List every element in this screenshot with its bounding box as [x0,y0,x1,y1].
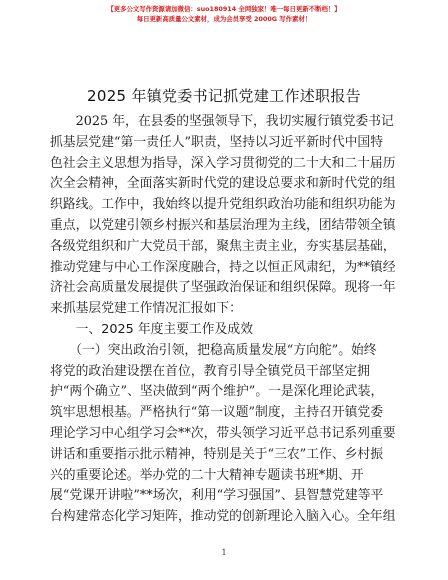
paragraph-line: 筑牢思想根基。严格执行“第一议题”制度，主持召开镇党委 [50,405,384,421]
paragraph-line: 推动党建与中心工作深度融合，持之以恒正风肃纪，为**镇经 [50,259,396,275]
promo-banner [0,4,448,24]
page-number: 1 [221,548,227,557]
paragraph-line: （一）突出政治引领，把稳高质量发展“方向舵”。始终 [50,342,377,358]
document-title: 2025 年镇党委书记抓党建工作述职报告 [87,87,361,105]
paragraph-line: 色社会主义思想为指导，深入学习贯彻党的二十大和二十届历 [50,155,396,171]
paragraph-line: 2025 年，在县委的坚强领导下，我切实履行镇党委书记 [50,114,394,129]
paragraph-line: 展“党课开讲啦”**场次，利用“学习强国”、县智慧党建等平 [50,488,384,504]
section-heading: 一、2025 年度主要工作及成效 [50,321,253,337]
paragraph-line: 护“两个确立”、坚决做到“两个维护”。一是深化理论武装， [50,384,384,400]
paragraph-line: 将党的政治建设摆在首位，教育引导全镇党员干部坚定拥 [50,363,370,379]
promo-banner-line-1: 【更多公文写作资源请加微信：suo180914 全网独家！唯一每日更新不断档！】 [107,5,341,13]
paragraph-line: 各级党组织和广大党员干部，聚焦主责主业，夯实基层基础， [50,238,396,254]
paragraph-line: 抓基层党建“第一责任人”职责，坚持以习近平新时代中国特 [50,134,384,150]
paragraph-line: 济社会高质量发展提供了坚强政治保证和组织保障。现将一年 [50,280,396,296]
document-body [50,112,398,528]
paragraph-line: 来抓基层党建工作情况汇报如下： [50,301,242,317]
paragraph-line: 讲话和重要指示批示精神，特别是关于“三农”工作、乡村振 [50,446,384,462]
paragraph-line: 重点，以党建引领乡村振兴和基层治理为主线，团结带领全镇 [50,217,396,233]
paragraph-line: 理论学习中心组学习会**次，带头领学习近平总书记系列重要 [50,425,396,441]
promo-banner-line-2: 每日更新高质量公文素材，成为会员享受 2000G 写作素材！ [136,15,312,23]
paragraph-line: 次全会精神，全面落实新时代党的建设总要求和新时代党的组 [50,176,396,192]
paragraph-line: 织路线。工作中，我始终以提升党组织政治功能和组织功能为 [50,197,396,213]
paragraph-line: 台构建常态化学习矩阵，推动党的创新理论入脑入心。全年组 [50,509,396,525]
paragraph-line: 兴的重要论述。举办党的二十大精神专题读书班*期、开 [50,467,364,483]
